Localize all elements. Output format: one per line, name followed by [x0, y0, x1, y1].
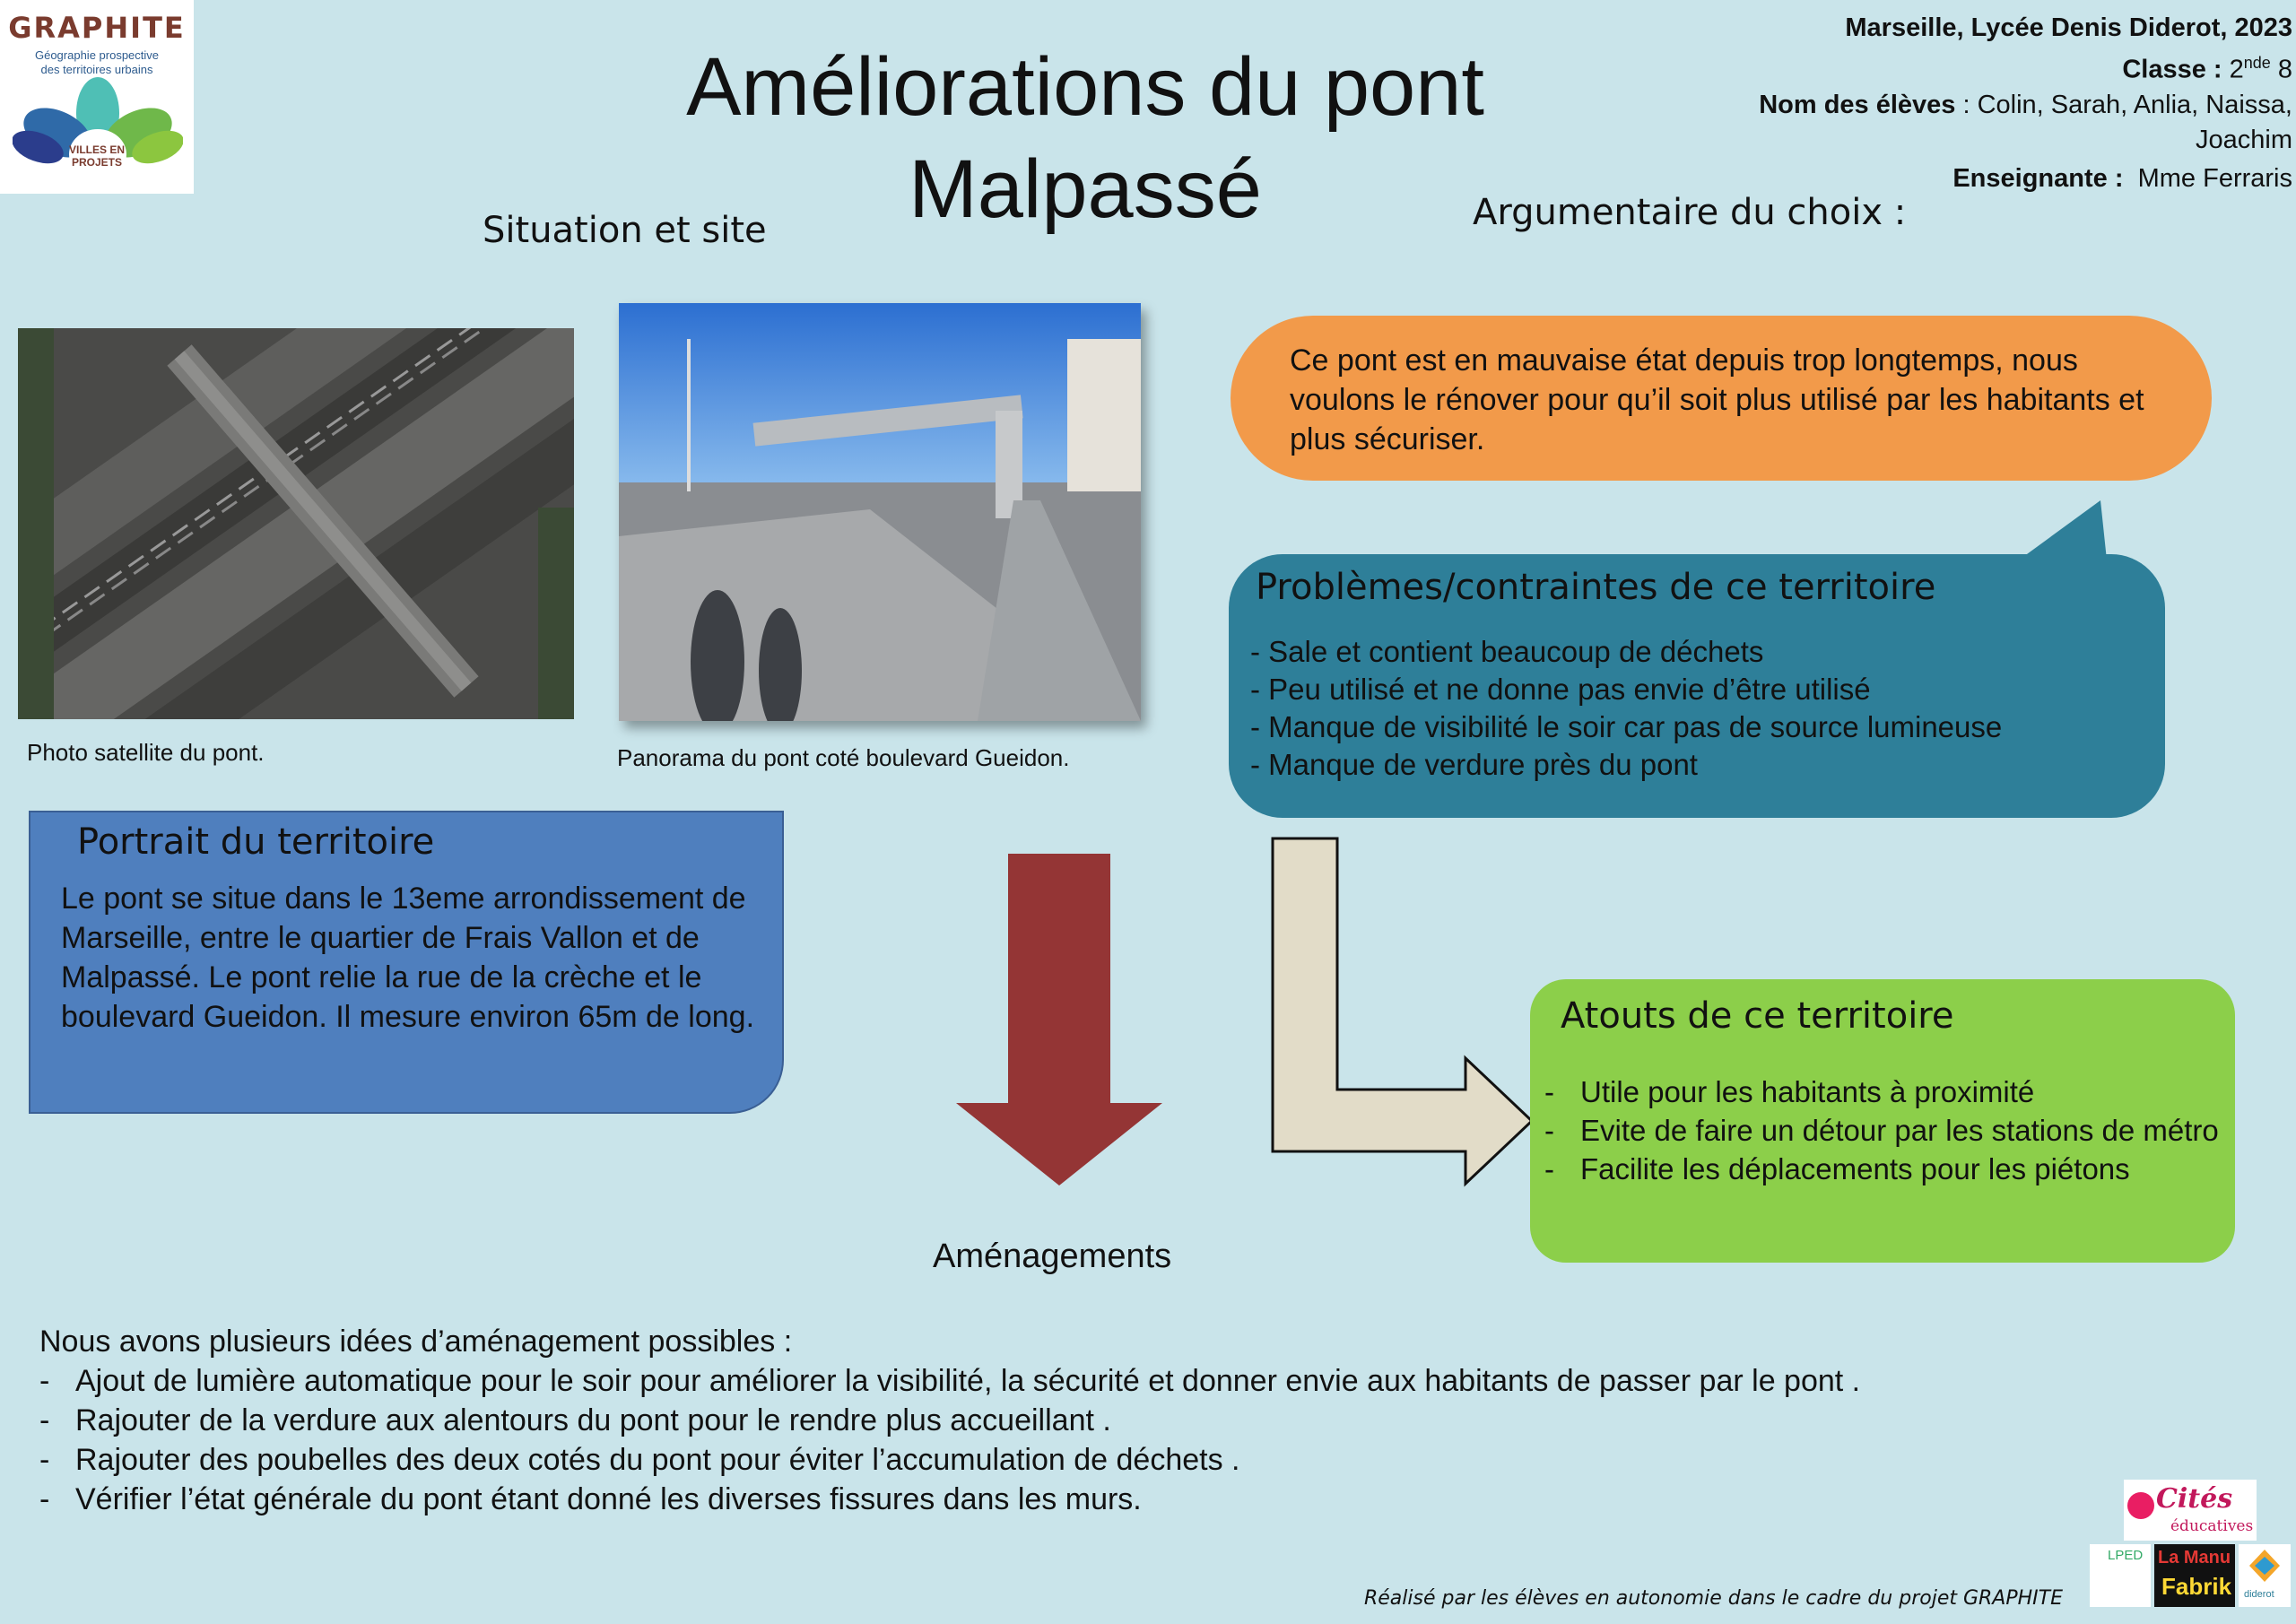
teacher-value: Mme Ferraris: [2137, 163, 2292, 193]
portrait-box: [29, 811, 784, 1114]
assets-list: [1544, 1073, 2226, 1188]
list-item-text: Evite de faire un détour par les stations de métro: [1580, 1114, 2219, 1147]
cites-logo-text: Cités: [2156, 1483, 2233, 1515]
bent-arrow-icon: [1270, 836, 1535, 1187]
students-label: Nom des élèves: [1759, 90, 1956, 119]
list-item: - Ajout de lumière automatique pour le soir pour améliorer la visibilité, la sécurité et donner envie aux habitants de passer par le pont .: [39, 1361, 2102, 1401]
assets-box: [1530, 979, 2235, 1263]
manu-fabrik-logo: [2154, 1544, 2235, 1607]
class-sup: nde: [2243, 54, 2271, 72]
students-value-2: Joachim: [2196, 125, 2292, 154]
class-label: Classe :: [2122, 55, 2222, 84]
cites-logo-sub: éducatives: [2170, 1517, 2254, 1535]
list-item-text: Rajouter de la verdure aux alentours du pont pour le rendre plus accueillant .: [75, 1403, 1111, 1437]
list-item: - Vérifier l’état générale du pont étant donné les diverses fissures dans les murs.: [39, 1480, 2102, 1519]
list-item-text: Vérifier l’état générale du pont étant donné les diverses fissures dans les murs.: [75, 1482, 1142, 1516]
portrait-title: Portrait du territoire: [77, 821, 435, 863]
portrait-text: Le pont se situe dans le 13eme arrondissement de Marseille, entre le quartier de Frais Vallon et de Malpassé. Le pont relie la rue de la crèche et le boulevard Gueidon. Il mesure environ 65m de long.: [61, 881, 755, 1034]
list-item-text: Rajouter des poubelles des deux cotés du pont pour éviter l’accumulation de déchets .: [75, 1443, 1240, 1477]
class-num: 8: [2270, 55, 2292, 84]
diamond-icon: [2248, 1548, 2282, 1584]
info-block: [1759, 11, 2292, 196]
fabrik-logo-text: Fabrik: [2161, 1573, 2232, 1600]
problems-box: [1229, 554, 2165, 818]
cites-educatives-logo: [2124, 1480, 2257, 1541]
argument-heading: Argumentaire du choix :: [1473, 192, 1907, 233]
problems-list: [1250, 633, 2002, 784]
problems-title: Problèmes/contraintes de ce territoire: [1256, 567, 1936, 608]
lped-logo-text: LPED: [2108, 1548, 2144, 1563]
ideas-block: [39, 1322, 2102, 1519]
list-item: - Rajouter de la verdure aux alentours du pont pour le rendre plus accueillant .: [39, 1401, 2102, 1440]
list-item-text: Ajout de lumière automatique pour le soir pour améliorer la visibilité, la sécurité et donner envie aux habitants de passer par le pont .: [75, 1364, 1861, 1398]
credit-line: Réalisé par les élèves en autonomie dans le cadre du projet GRAPHITE: [1363, 1587, 2063, 1610]
list-item: - Utile pour les habitants à proximité: [1544, 1073, 2226, 1111]
argument-text: Ce pont est en mauvaise état depuis trop longtemps, nous voulons le rénover pour qu’il soit plus utilisé par les habitants et plus sécuriser.: [1290, 343, 2144, 456]
list-item-text: Utile pour les habitants à proximité: [1580, 1075, 2035, 1108]
list-item: - Facilite les déplacements pour les piétons: [1544, 1150, 2226, 1188]
face-icon: [2127, 1492, 2154, 1519]
list-item: - Peu utilisé et ne donne pas envie d’être utilisé: [1250, 673, 1871, 706]
graphite-logo: [0, 0, 194, 194]
list-item-text: Facilite les déplacements pour les piétons: [1580, 1152, 2130, 1185]
students-value: : Colin, Sarah, Anlia, Naissa,: [1955, 90, 2292, 119]
assets-title: Atouts de ce territoire: [1561, 995, 1954, 1037]
satellite-caption: Photo satellite du pont.: [27, 739, 265, 766]
panorama-caption: Panorama du pont coté boulevard Gueidon.: [617, 744, 1070, 771]
situation-heading: Situation et site: [483, 210, 767, 251]
satellite-photo: [18, 328, 574, 719]
list-item: - Rajouter des poubelles des deux cotés du pont pour éviter l’accumulation de déchets .: [39, 1440, 2102, 1480]
diderot-logo-text: diderot: [2244, 1589, 2274, 1600]
diderot-logo: [2239, 1544, 2291, 1607]
manu-logo-text: La Manu: [2158, 1548, 2231, 1568]
list-item: - Evite de faire un détour par les stations de métro: [1544, 1111, 2226, 1150]
class-value: 2: [2229, 55, 2244, 84]
logo-subtitle: Géographie prospective des territoires urbains: [34, 48, 160, 76]
school-name: Marseille, Lycée Denis Diderot, 2023: [1845, 13, 2292, 42]
lped-logo: [2090, 1544, 2151, 1607]
list-item: - Sale et contient beaucoup de déchets: [1250, 635, 1764, 668]
amenagements-heading: Aménagements: [933, 1238, 1172, 1275]
logo-badge: VILLES EN PROJETS: [68, 143, 125, 169]
ideas-intro: Nous avons plusieurs idées d’aménagement possibles :: [39, 1324, 793, 1359]
page-title: Améliorations du pont Malpassé: [686, 41, 1484, 235]
teacher-label: Enseignante :: [1952, 163, 2124, 193]
down-arrow-icon: [954, 852, 1164, 1187]
logo-title: GRAPHITE: [8, 11, 186, 45]
list-item: - Manque de visibilité le soir car pas de source lumineuse: [1250, 710, 2003, 743]
argument-bubble: [1231, 316, 2212, 481]
list-item: - Manque de verdure près du pont: [1250, 748, 1698, 781]
panorama-photo: [619, 303, 1141, 721]
lotus-icon: [13, 77, 183, 185]
